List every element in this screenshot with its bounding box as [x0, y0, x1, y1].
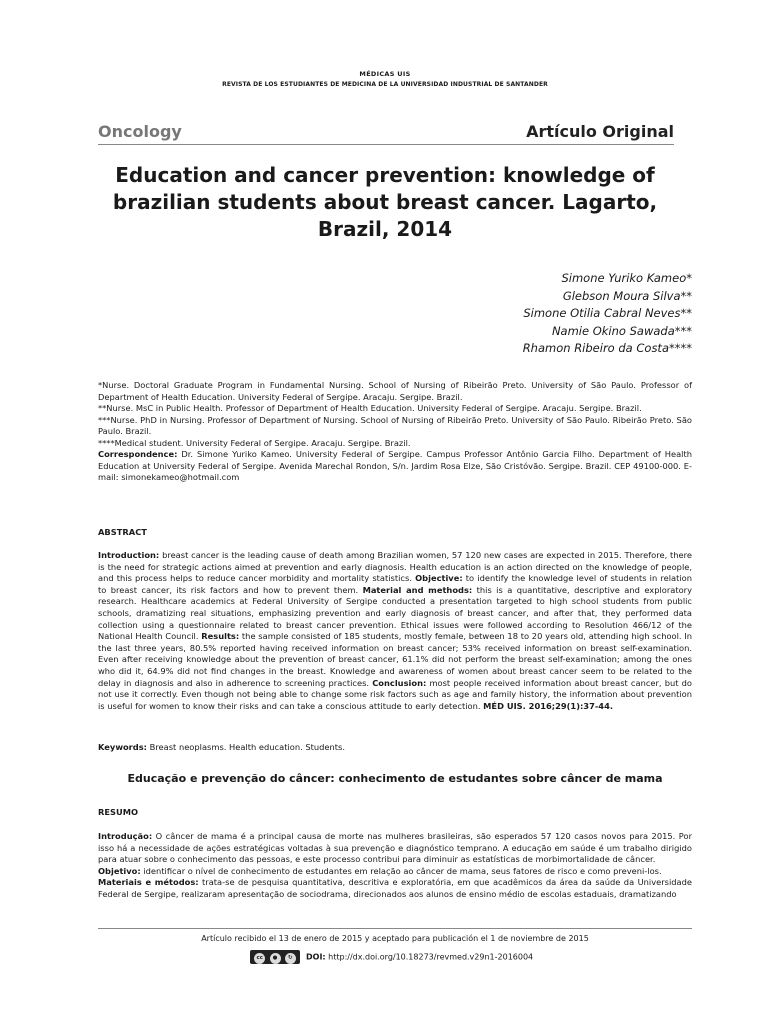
sa-icon: ↻ [285, 953, 296, 964]
cc-label: cc [254, 953, 265, 964]
author-name: Namie Okino Sawada*** [551, 323, 692, 338]
affiliation: ****Medical student. University Federal of Sergipe. Aracaju. Sergipe. Brazil. [98, 437, 411, 448]
objective-text: to identify the knowledge level of students in relation to breast cancer, its risk factors and how to prevent them. [98, 573, 692, 595]
affiliations [98, 380, 692, 484]
affiliation: ***Nurse. PhD in Nursing. Professor of Department of Nursing. School of Nursing of Ribeirão Preto. University of São Paulo. Ribeirão Preto. São Paulo. Brazil. [98, 414, 692, 436]
conclusion-text: most people received information about breast cancer, but do not use it correctly. Even though not being able to change some risk factors such as age and family history, the information about prevention is useful for women to know their risks and can take a conscious attitude to early detection. [98, 677, 692, 711]
doi-label: DOI: [306, 952, 326, 962]
footer-rule [98, 928, 692, 929]
abstract-heading: ABSTRACT [98, 527, 147, 537]
author-name: Rhamon Ribeiro da Costa**** [522, 341, 692, 355]
author-list [523, 270, 692, 358]
affiliation: *Nurse. Doctoral Graduate Program in Fundamental Nursing. School of Nursing of Ribeirão Preto. University of São Paulo. Professor of Department of Health Education. University Federal of Sergipe. Aracaju. Sergipe. Brazil. [98, 380, 692, 402]
section-bar [98, 122, 674, 148]
journal-subtitle: REVISTA DE LOS ESTUDIANTES DE MEDICINA DE LA UNIVERSIDAD INDUSTRIAL DE SANTANDER [222, 81, 548, 88]
methods-text: this is a quantitative, descriptive and exploratory research. Healthcare academics at Federal University of Sergipe conducted a presentation targeted to high school students from public schools, dramatizing real situations, emphasizing prevention and early diagnosis of breast cancer, and after that, they performed data collection using a questionnaire related to breast cancer prevention. Ethical issues were followed according to Resolution 466/12 of the National Health Council. [98, 584, 692, 642]
resumo-objective [98, 866, 692, 878]
intro-text: breast cancer is the leading cause of death among Brazilian women, 57 120 new cases are expected in 2015. Therefore, there is the need for strategic actions aimed at prevention and early diagnosis. Health education is an action directed on the knowledge of people, and this process helps to reduce cancer morbidity and mortality statistics. [98, 550, 692, 584]
resumo-methods-label: Materiais e métodos: [98, 877, 199, 888]
resumo-intro [98, 831, 692, 866]
received-note: Artículo recibido el 13 de enero de 2015 y aceptado para publicación el 1 de noviembre de 2015 [201, 934, 589, 943]
correspondence [98, 449, 692, 484]
methods-label: Material and methods: [362, 584, 473, 595]
section-label: Oncology [98, 122, 182, 141]
abstract-body [98, 550, 692, 712]
resumo-objective-label: Objetivo: [98, 865, 141, 876]
results-text: the sample consisted of 185 students, mostly female, between 18 to 20 years old, attending high school. In the last three years, 80.5% reported having received information on breast cancer; 53% received information on breast self-examination. Even after receiving knowledge about the prevention of breast cancer, 61.1% did not perform the breast self-examination; among the ones who did it, 64.9% did not find changes in the breast. Knowledge and awareness of women about breast cancer seem to be related to the delay in diagnosis and also in adherence to screening practices. [98, 631, 692, 688]
resumo-objective-text: identificar o nível de conhecimento de estudantes em relação ao câncer de mama, seus fatores de risco e como preveni-los. [140, 865, 662, 876]
correspondence-text: Dr. Simone Yuriko Kameo. University Federal of Sergipe. Campus Professor Antônio Garcia Filho. Department of Health Education at University Federal of Sergipe. Avenida Marechal Rondon, S/n. Jardim Rosa Elze, São Cristóvão. Sergipe. Brazil. CEP 49100-000. E-mail: simonekameo@hotmail.com [98, 449, 692, 482]
author-name: Glebson Moura Silva** [562, 288, 692, 303]
cc-license-icon[interactable] [250, 950, 300, 964]
correspondence-label: Correspondence: [98, 449, 178, 459]
article-type: Artículo Original [526, 122, 674, 141]
keywords [98, 742, 692, 752]
journal-header [0, 70, 770, 88]
section-rule [98, 144, 674, 145]
conclusion-label: Conclusion: [372, 677, 427, 688]
resumo-intro-label: Introdução: [98, 831, 153, 841]
affiliation: **Nurse. MsC in Public Health. Professor of Department of Health Education. University Federal of Sergipe. Aracaju. Sergipe. Brazil. [98, 403, 642, 413]
resumo-methods-text: trata-se de pesquisa quantitativa, descritiva e exploratória, em que acadêmicos da área da saúde da Universidade Federal de Sergipe, realizaram apresentação de sociodrama, direcionados aos alunos de ensino médio de escolas estaduais, dramatizando [98, 877, 692, 899]
article-title: Education and cancer prevention: knowledge of brazilian students about breast cancer. Lagarto, Brazil, 2014 [112, 163, 658, 241]
keywords-text: Breast neoplasms. Health education. Students. [146, 742, 345, 752]
resumo-methods [98, 877, 692, 900]
resumo-body [98, 831, 692, 901]
keywords-label: Keywords: [98, 742, 147, 752]
doi-link[interactable]: http://dx.doi.org/10.18273/revmed.v29n1-2016004 [325, 952, 534, 962]
portuguese-title: Educação e prevenção do câncer: conhecimento de estudantes sobre câncer de mama [127, 772, 663, 785]
results-label: Results: [201, 631, 240, 642]
objective-label: Objective: [415, 573, 463, 584]
doi-line [250, 950, 533, 966]
resumo-heading: RESUMO [98, 807, 139, 817]
journal-name: MÉDICAS UIS [359, 70, 411, 78]
intro-label: Introduction: [98, 550, 160, 560]
author-name: Simone Yuriko Kameo* [561, 271, 692, 285]
citation: MÉD UIS. 2016;29(1):37-44. [483, 700, 613, 711]
resumo-intro-text: O câncer de mama é a principal causa de morte nas mulheres brasileiras, são esperados 57 120 casos novos para 2015. Por isso há a necessidade de ações estratégicas voltadas à sua prevenção e diagnóstico temprano. A educação em saúde é um trabalho dirigido para atuar sobre o conhecimento das pessoas, e este processo contribui para diminuir as estatísticas de morbimortalidade de câncer. [98, 831, 692, 865]
author-name: Simone Otilia Cabral Neves** [523, 306, 692, 320]
by-icon: ● [270, 953, 281, 964]
